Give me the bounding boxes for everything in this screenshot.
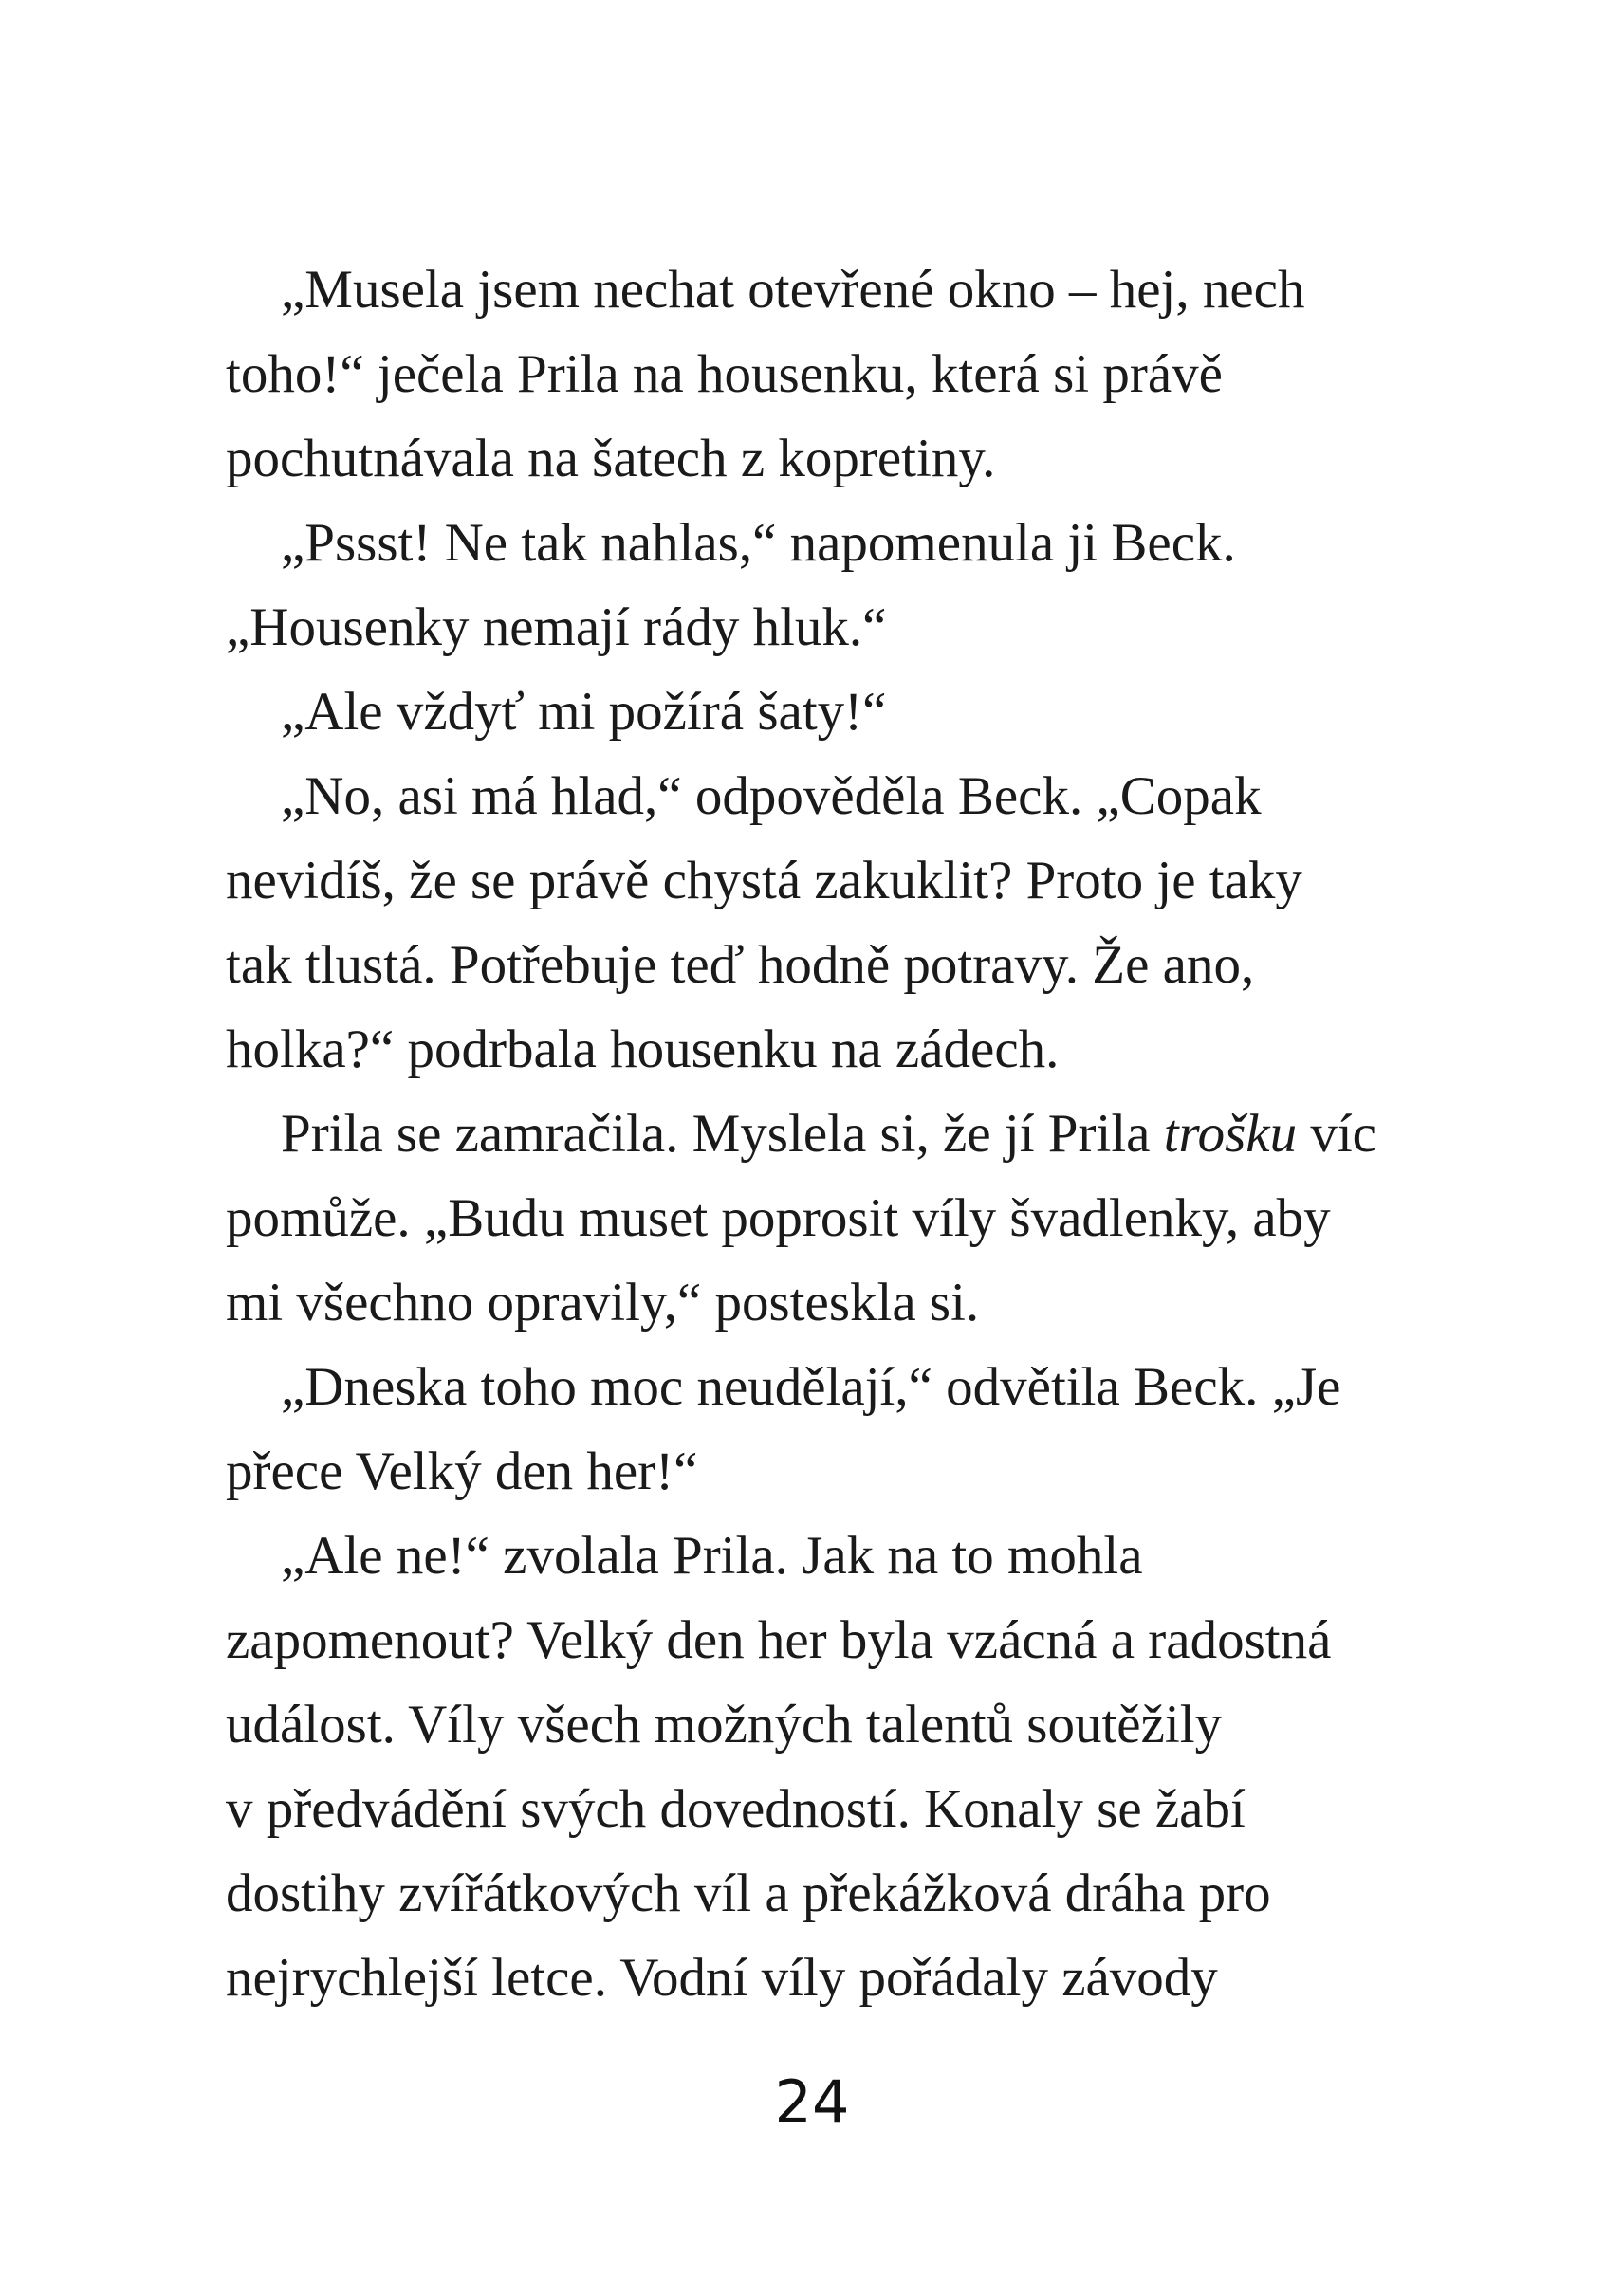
text-line: tak tlustá. Potřebuje teď hodně potravy. Že ano,: [226, 935, 1255, 995]
text-line: „Dneska toho moc neudělají,“ odvětila Beck. „Je: [281, 1357, 1341, 1417]
text-line: „Musela jsem nechat otevřené okno – hej, nech: [281, 260, 1305, 320]
text-line: pomůže. „Budu muset poprosit víly švadlenky, aby: [226, 1188, 1331, 1248]
text-line: toho!“ ječela Prila na housenku, která si právě: [226, 344, 1223, 404]
text-segment: víc: [1297, 1104, 1376, 1164]
text-line: přece Velký den her!“: [226, 1442, 698, 1501]
text-line: „No, asi má hlad,“ odpověděla Beck. „Copak: [281, 766, 1262, 826]
text-line: nevidíš, že se právě chystá zakuklit? Proto je taky: [226, 851, 1302, 910]
text-line: událost. Víly všech možných talentů soutěžily: [226, 1695, 1223, 1754]
text-line: mi všechno opravily,“ posteskla si.: [226, 1273, 980, 1332]
italic-emphasis: trošku: [1163, 1104, 1298, 1164]
text-line: „Pssst! Ne tak nahlas,“ napomenula ji Beck.: [281, 513, 1236, 573]
text-line: „Ale ne!“ zvolala Prila. Jak na to mohla: [281, 1526, 1143, 1586]
body-text: [226, 248, 1412, 2020]
text-line: holka?“ podrbala housenku na zádech.: [226, 1019, 1060, 1079]
text-line: pochutnávala na šatech z kopretiny.: [226, 429, 996, 488]
text-segment: Prila se zamračila. Myslela si, že jí Prila: [281, 1104, 1164, 1164]
text-line: „Housenky nemají rády hluk.“: [226, 597, 887, 657]
text-line: „Ale vždyť mi požírá šaty!“: [281, 682, 887, 742]
text-line: v předvádění svých dovedností. Konaly se žabí: [226, 1779, 1246, 1839]
text-line: [226, 1092, 1412, 1176]
text-line: zapomenout? Velký den her byla vzácná a radostná: [226, 1610, 1332, 1670]
page-number: 24: [774, 2067, 850, 2137]
text-line: nejrychlejší letce. Vodní víly pořádaly závody: [226, 1948, 1218, 2008]
text-line: dostihy zvířátkových víl a překážková dráha pro: [226, 1864, 1271, 1923]
